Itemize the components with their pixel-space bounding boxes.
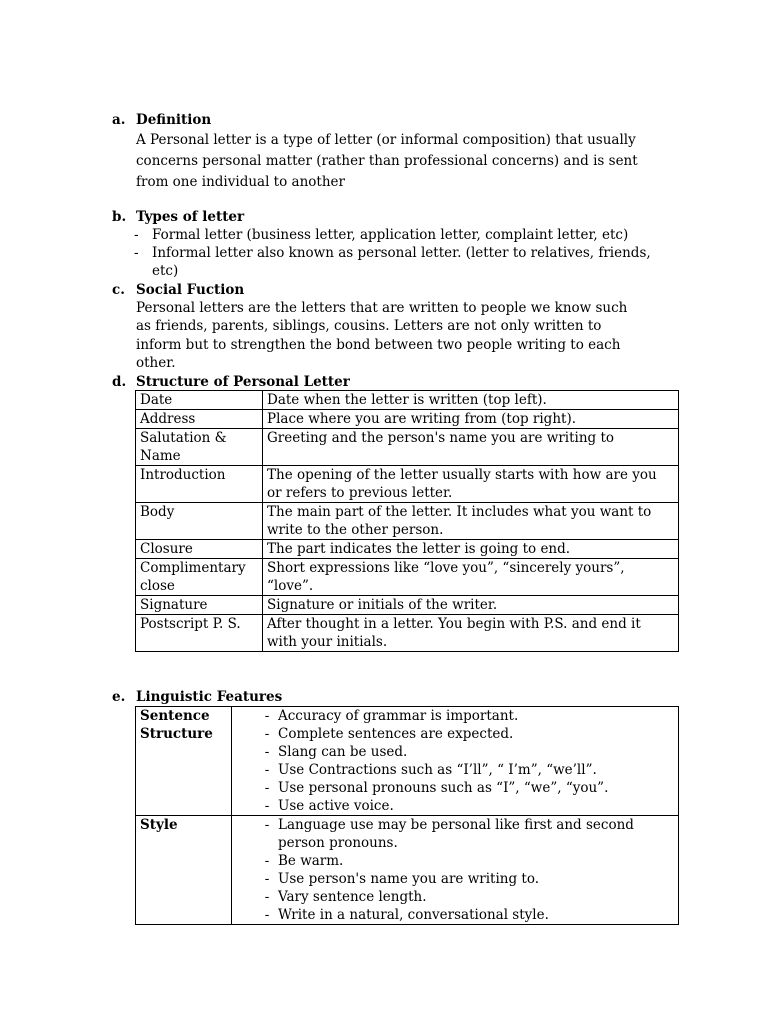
section-title: a. Definition <box>112 112 212 128</box>
list-item: - Use Contractions such as “I’ll”, “ I’m”, “we’ll”. <box>264 762 597 778</box>
list-item: - Slang can be used. <box>264 744 408 760</box>
table-row: Date Date when the letter is written (top left). <box>136 391 679 410</box>
section-title: b. Types of letter <box>112 209 245 225</box>
structure-table <box>135 390 679 652</box>
section-title: d. Structure of Personal Letter <box>112 374 350 390</box>
social-paragraph: Personal letters are the letters that are written to people we know such as friends, parents, siblings, cousins. Letters are not only written to inform but to strengthen the bond between two people writing to each other. <box>136 300 628 371</box>
table-row: Closure The part indicates the letter is going to end. <box>136 540 679 559</box>
list-item: - Use person's name you are writing to. <box>264 871 540 887</box>
linguistic-table <box>135 706 679 925</box>
definition-paragraph: A Personal letter is a type of letter (or informal composition) that usually concerns personal matter (rather than professional concerns) and is sent from one individual to another <box>136 132 638 190</box>
table-row: Address Place where you are writing from (top right). <box>136 410 679 429</box>
table-row: Body The main part of the letter. It includes what you want to write to the other person. <box>136 503 679 540</box>
list-item: - Be warm. <box>264 853 344 869</box>
table-row: Style - Language use may be personal like first and second person pronouns. - Be warm. - Use person's name you are writing to. - Vary sentence length. - Write in a natural, conversational style. <box>136 816 679 925</box>
section-linguistic <box>112 688 682 706</box>
section-structure <box>112 373 682 391</box>
section-title: e. Linguistic Features <box>112 689 283 705</box>
style-list <box>236 816 674 924</box>
table-row: Salutation & Name Greeting and the person's name you are writing to <box>136 429 679 466</box>
section-types <box>112 208 682 280</box>
list-item: - Write in a natural, conversational style. <box>264 907 549 923</box>
list-item: - Accuracy of grammar is important. <box>264 708 519 724</box>
table-row: Complimentary close Short expressions like “love you”, “sincerely yours”, “love”. <box>136 559 679 596</box>
table-row: Introduction The opening of the letter usually starts with how are you or refers to previous letter. <box>136 466 679 503</box>
section-social <box>112 281 682 372</box>
list-item: - Use active voice. <box>264 798 394 814</box>
table-row: Sentence Structure - Accuracy of grammar is important. - Complete sentences are expected. - Slang can be used. - Use Contractions such as “I’ll”, “ I’m”, “we’ll”. - Use personal pronouns such as “I”, “we”, “you”. - Use active voice. <box>136 707 679 816</box>
table-row: Postscript P. S. After thought in a letter. You begin with P.S. and end it with your initials. <box>136 615 679 652</box>
list-item: - Informal letter also known as personal letter. (letter to relatives, friends, etc) <box>134 245 651 279</box>
types-list <box>134 226 682 280</box>
list-item: - Language use may be personal like first and second person pronouns. <box>264 817 634 851</box>
section-title: c. Social Fuction <box>112 282 245 298</box>
sentence-structure-list <box>236 707 674 815</box>
section-definition <box>112 111 682 193</box>
list-item: - Formal letter (business letter, application letter, complaint letter, etc) <box>134 227 629 243</box>
table-row: Signature Signature or initials of the writer. <box>136 596 679 615</box>
list-item: - Use personal pronouns such as “I”, “we”, “you”. <box>264 780 609 796</box>
list-item: - Vary sentence length. <box>264 889 427 905</box>
list-item: - Complete sentences are expected. <box>264 726 514 742</box>
